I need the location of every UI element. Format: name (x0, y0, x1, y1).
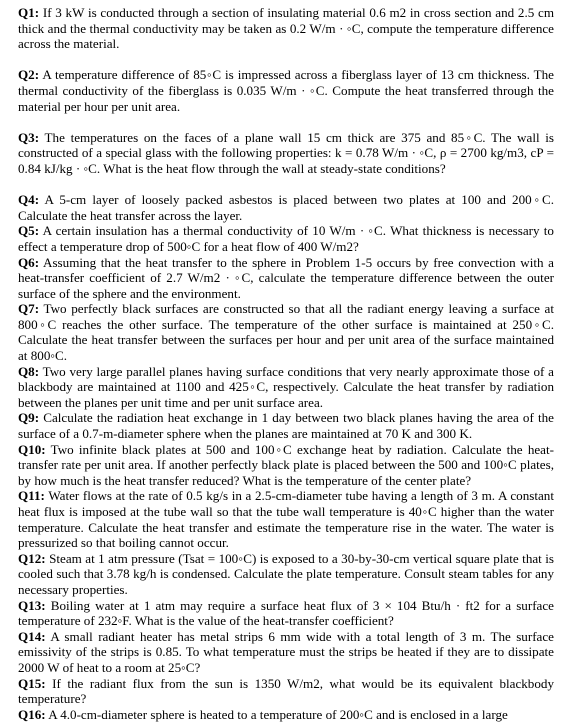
question-number: Q7: (18, 301, 40, 317)
question-text: Two infinite black plates at 500 and 100◦C exchange heat by radiation. Calculate the heat-transfer rate per unit area. If another perfectly black plate is placed between the 500 and 100◦C plates, by how much is the heat transfer reduced? What is the temperature of the center plate? (18, 441, 554, 488)
question-number: Q6: (18, 254, 40, 270)
question-number: Q13: (18, 597, 46, 613)
question-10 (18, 442, 554, 489)
question-14 (18, 629, 554, 676)
question-text: If 3 kW is conducted through a section of insulating material 0.6 m2 in cross section and 2.5 cm thick and the thermal conductivity may be taken as 0.2 W/m · ◦C, compute the temperature difference across the material. (18, 5, 554, 52)
question-6 (18, 255, 554, 302)
question-11 (18, 488, 554, 550)
question-number: Q3: (18, 129, 40, 145)
question-text: Water flows at the rate of 0.5 kg/s in a 2.5-cm-diameter tube having a length of 3 m. A constant heat flux is imposed at the tube wall so that the tube wall temperature is 40◦C higher than the water temperature. Calculate the heat transfer and estimate the temperature rise in the water. The water is pressurized so that boiling cannot occur. (18, 488, 554, 551)
question-number: Q12: (18, 550, 46, 566)
question-8 (18, 364, 554, 411)
question-text: Steam at 1 atm pressure (Tsat = 100◦C) is exposed to a 30-by-30-cm vertical square plate that is cooled such that 3.78 kg/h is condensed. Calculate the plate temperature. Consult steam tables for any necessary properties. (18, 550, 554, 597)
question-text: Two very large parallel planes having surface conditions that very nearly approximate those of a blackbody are maintained at 1100 and 425◦C, respectively. Calculate the heat transfer by radiation between the planes per unit time and per unit surface area. (18, 363, 554, 410)
question-number: Q15: (18, 675, 46, 691)
question-15 (18, 676, 554, 707)
question-16 (18, 707, 554, 723)
question-number: Q8: (18, 363, 40, 379)
question-5 (18, 223, 554, 254)
question-text: A temperature difference of 85◦C is impressed across a fiberglass layer of 13 cm thickness. The thermal conductivity of the fiberglass is 0.035 W/m · ◦C. Compute the heat transferred through the material per hour per unit area. (18, 67, 554, 114)
question-number: Q5: (18, 223, 40, 239)
question-number: Q14: (18, 628, 46, 644)
question-text: A small radiant heater has metal strips 6 mm wide with a total length of 3 m. The surface emissivity of the strips is 0.85. To what temperature must the strips be heated if they are to dissipate 2000 W of heat to a room at 25◦C? (18, 628, 554, 675)
question-text: Assuming that the heat transfer to the sphere in Problem 1-5 occurs by free convection with a heat-transfer coefficient of 2.7 W/m2 · ◦C, calculate the temperature difference between the outer surface of the sphere and the environment. (18, 254, 554, 301)
question-text: Calculate the radiation heat exchange in 1 day between two black planes having the area of the surface of a 0.7-m-diameter sphere when the planes are maintained at 70 K and 300 K. (18, 410, 554, 442)
question-text: The temperatures on the faces of a plane wall 15 cm thick are 375 and 85◦C. The wall is constructed of a special glass with the following properties: k = 0.78 W/m · ◦C, ρ = 2700 kg/m3, cP = 0.84 kJ/kg · ◦C. What is the heat flow through the wall at steady-state conditions? (18, 129, 555, 176)
question-number: Q4: (18, 192, 40, 208)
question-number: Q1: (18, 5, 40, 20)
question-text: Two perfectly black surfaces are constructed so that all the radiant energy leaving a surface at 800◦C reaches the other surface. The temperature of the other surface is maintained at 250◦C. Calculate the heat transfer between the surfaces per hour and per unit area of the surface maintained at 800◦C. (18, 301, 554, 364)
question-9 (18, 410, 554, 441)
question-text: If the radiant flux from the sun is 1350 W/m2, what would be its equivalent blackbody temperature? (18, 675, 554, 707)
question-number: Q16: (18, 706, 46, 722)
question-text: A 4.0-cm-diameter sphere is heated to a temperature of 200◦C and is enclosed in a large (48, 706, 508, 722)
question-13 (18, 598, 554, 629)
question-number: Q10: (18, 441, 46, 457)
question-2 (18, 67, 554, 114)
question-1 (18, 5, 554, 52)
question-number: Q9: (18, 410, 40, 426)
question-12 (18, 551, 554, 598)
question-text: Boiling water at 1 atm may require a surface heat flux of 3 × 104 Btu/h · ft2 for a surface temperature of 232◦F. What is the value of the heat-transfer coefficient? (18, 597, 554, 629)
question-number: Q11: (18, 488, 45, 504)
question-7 (18, 301, 554, 363)
question-number: Q2: (18, 67, 40, 83)
question-4 (18, 192, 554, 223)
question-text: A 5-cm layer of loosely packed asbestos is placed between two plates at 100 and 200◦C. Calculate the heat transfer across the layer. (18, 192, 554, 223)
question-text: A certain insulation has a thermal conductivity of 10 W/m · ◦C. What thickness is necessary to effect a temperature drop of 500◦C for a heat flow of 400 W/m2? (18, 223, 554, 254)
question-3 (18, 130, 554, 177)
